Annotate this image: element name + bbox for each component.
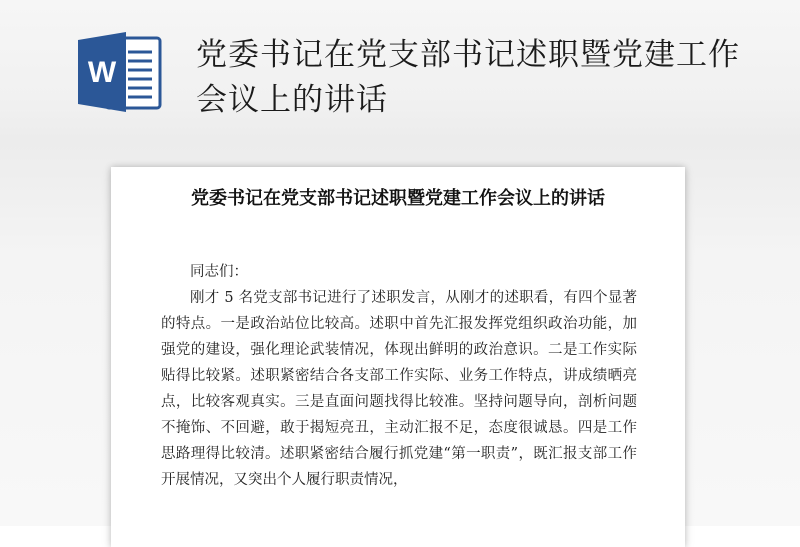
document-page	[111, 167, 685, 547]
body-paragraph: 刚才 5 名党支部书记进行了述职发言，从刚才的述职看，有四个显著的特点。一是政治站位比较高。述职中首先汇报发挥党组织政治功能，加强党的建设，强化理论武装情况，体现出鲜明的政治意识。二是工作实际贴得比较紧。述职紧密结合各支部工作实际、业务工作特点，讲成绩晒亮点，比较客观真实。三是直面问题找得比较准。坚持问题导向，剖析问题不掩饰、不回避，敢于揭短亮丑，主动汇报不足，态度很诚恳。四是工作思路理得比较清。述职紧密结合履行抓党建“第一职责”，既汇报支部工作开展情况，又突出个人履行职责情况，	[161, 290, 637, 488]
document-title: 党委书记在党支部书记述职暨党建工作会议上的讲话	[191, 188, 605, 209]
salutation: 同志们：	[190, 264, 248, 280]
document-body	[161, 259, 637, 493]
svg-text:W: W	[87, 56, 117, 89]
page-title: 党委书记在党支部书记述职暨党建工作会议上的讲话	[196, 37, 740, 118]
word-document-icon	[76, 30, 164, 114]
